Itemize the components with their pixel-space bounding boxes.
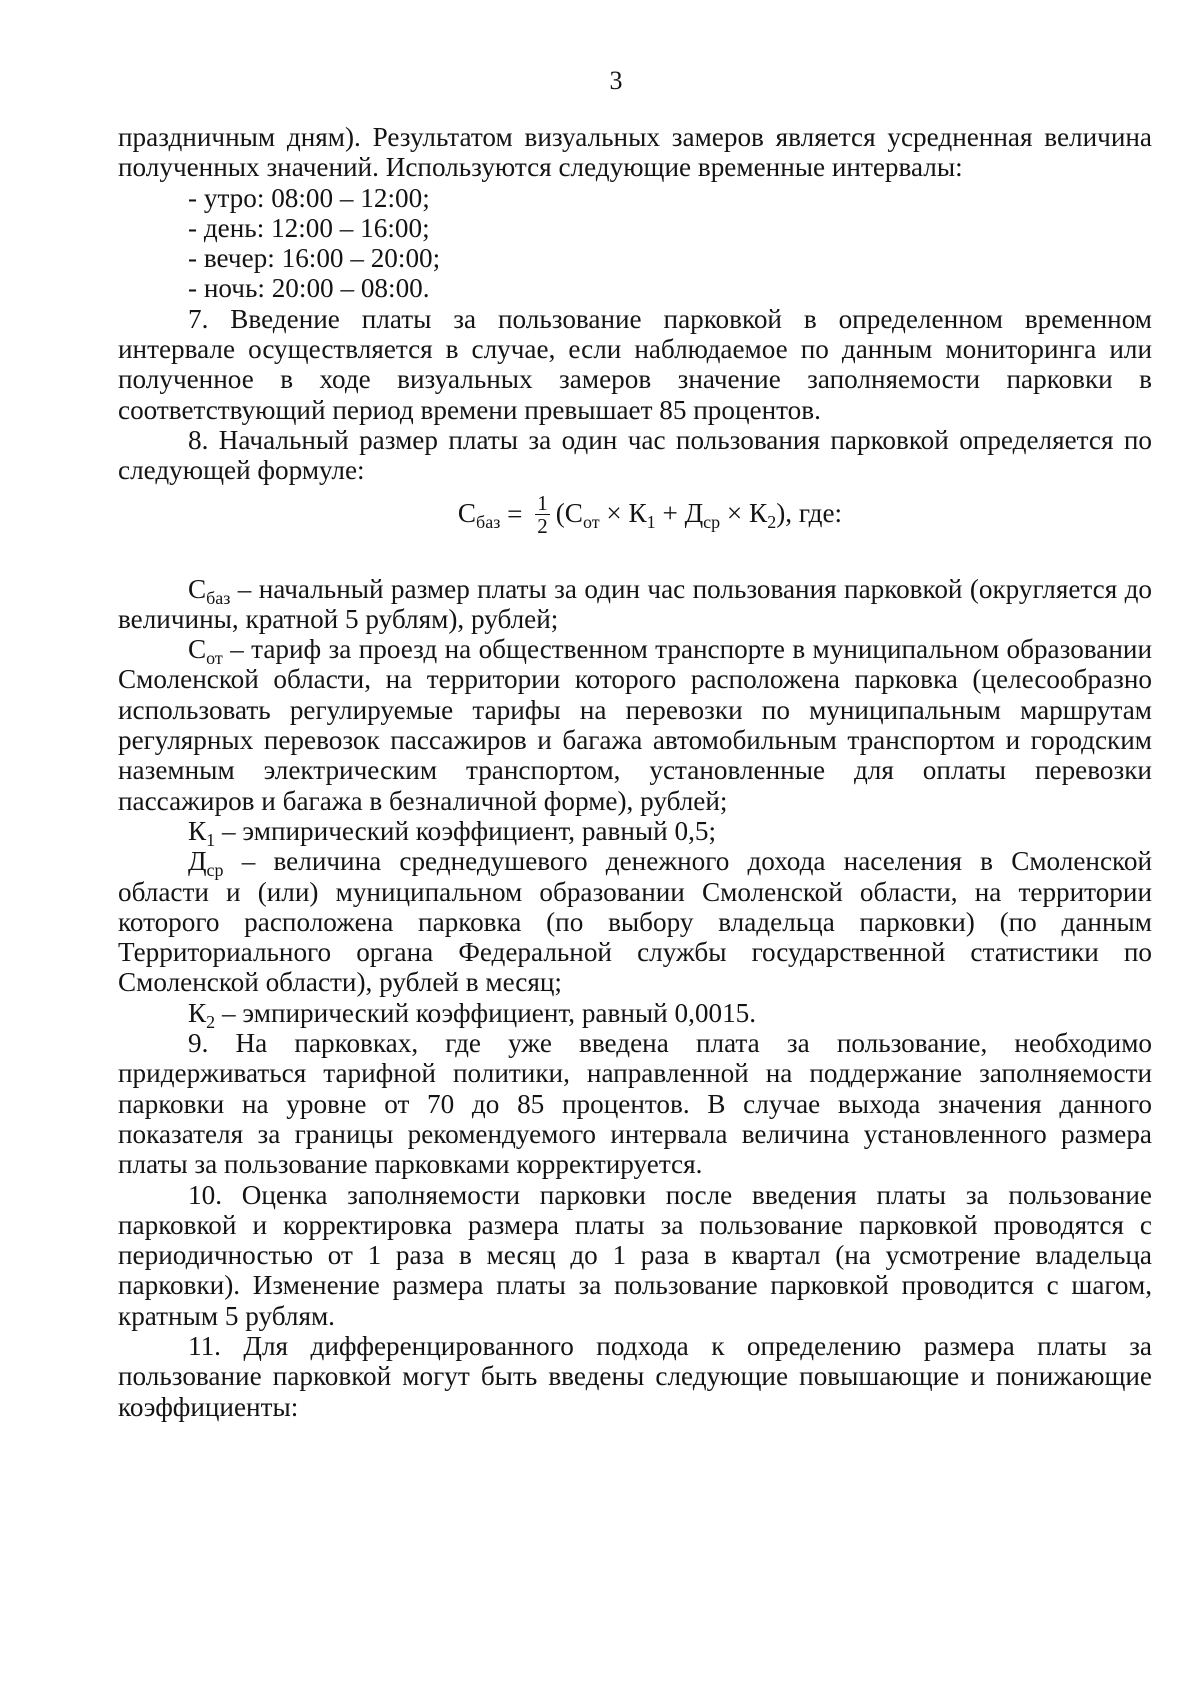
interval-morning: - утро: 08:00 – 12:00; <box>188 182 430 213</box>
paragraph-9: 9. На парковках, где уже введена плата за пользование, необходимо придерживаться тарифной политики, направленной на поддержание заполняемости парковки на уровне от 70 до 85 процентов. В случае выхода значения данного показателя за границы рекомендуемого интервала величина установленного размера платы за пользование парковками корректируется. <box>118 1028 1152 1180</box>
definition-dsr: $Д_{ср}$ – величина среднедушевого денежного дохода населения в Смоленской области и (или) муниципальном образовании Смоленской области, на территории которого расположена парковка (по выбору владельца парковки) (по данным Территориального органа Федеральной службы государственной статистики по Смоленской области), рублей в месяц; <box>118 846 1152 998</box>
intro-paragraph: праздничным дням). Результатом визуальных замеров является усредненная величина полученных значений. Используются следующие временные интервалы: <box>118 122 1152 183</box>
definition-cbaz: $С_{баз}$ – начальный размер платы за один час пользования парковкой (округляется до величины, кратной 5 рублям), рублей; <box>118 573 1152 634</box>
paragraph-10: 10. Оценка заполняемости парковки после введения платы за пользование парковкой и корректировка размера платы за пользование парковкой проводятся с периодичностью от 1 раза в месяц до 1 раза в квартал (на усмотрение владельца парковки). Изменение размера платы за пользование парковкой проводится с шагом, кратным 5 рублям. <box>118 1179 1152 1331</box>
definition-k1: $К_1$ – эмпирический коэффициент, равный 0,5; <box>188 815 717 850</box>
formula-equals: = <box>500 498 530 529</box>
paragraph-11: 11. Для дифференцированного подхода к определению размера платы за пользование парковкой могут быть введены следующие повышающие и понижающие коэффициенты: <box>118 1330 1152 1422</box>
interval-day: - день: 12:00 – 16:00; <box>188 212 430 243</box>
interval-evening: - вечер: 16:00 – 20:00; <box>188 243 441 274</box>
fee-formula <box>118 490 1152 574</box>
definition-k2: $К_2$ – эмпирический коэффициент, равный 0,0015. <box>188 997 757 1032</box>
formula-lhs: $С_{баз}$ <box>457 498 501 533</box>
paragraph-8: 8. Начальный размер платы за один час пользования парковкой определяется по следующей формуле: <box>118 424 1152 486</box>
page-number: 3 <box>609 66 623 95</box>
paragraph-7: 7. Введение платы за пользование парковкой в определенном временном интервале осуществляется в случае, если наблюдаемое по данным мониторинга или полученное в ходе визуальных замеров значение заполняемости парковки в соответствующий период времени превышает 85 процентов. <box>118 303 1152 425</box>
document-body <box>118 122 1152 1422</box>
definition-cot: $С_{от}$ – тариф за проезд на общественном транспорте в муниципальном образовании Смоленской области, на территории которого расположена парковка (целесообразно использовать регулируемые тарифы на перевозки по муниципальным маршрутам регулярных перевозок пассажиров и багажа автомобильным транспортом и городским наземным электрическим транспортом, установленные для оплаты перевозки пассажиров и багажа в безналичной форме), рублей; <box>118 634 1152 816</box>
formula-rhs: $(С_{от} \times К_1 + Д_{ср} \times К_2)$, где: <box>555 498 843 533</box>
formula-fraction: $\frac{1}{2}$ <box>537 490 548 538</box>
interval-night: - ночь: 20:00 – 08:00. <box>188 273 430 304</box>
